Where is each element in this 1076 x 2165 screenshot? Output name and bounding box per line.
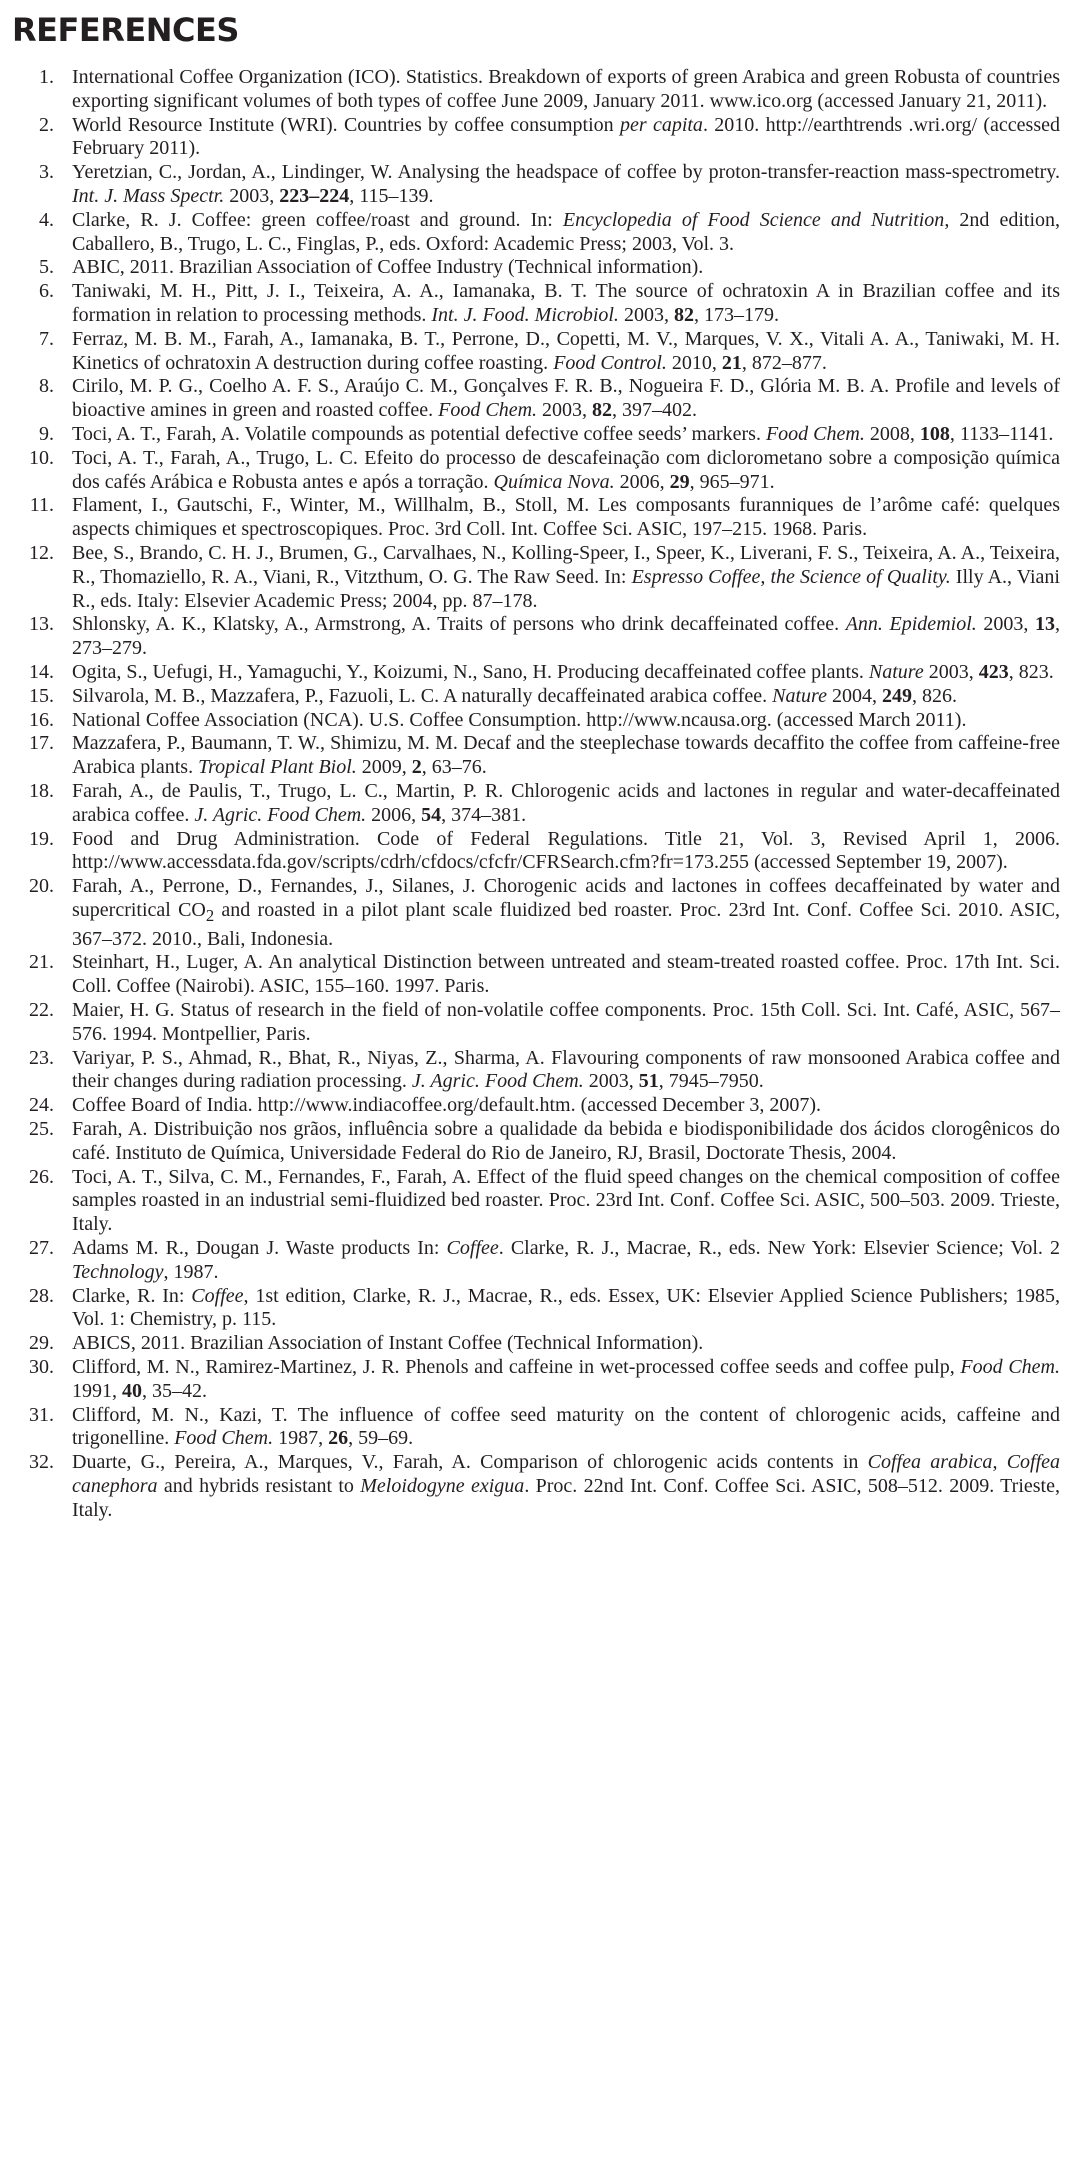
reference-text-part: Variyar, P. S., Ahmad, R., Bhat, R., Niyas, Z., Sharma, A. Flavouring components of raw monsooned Arabica coffee and their changes during radiation processing. (72, 1046, 1060, 1093)
reference-text-part: 29 (669, 470, 690, 493)
reference-text-part: , 374–381. (441, 803, 527, 826)
reference-text-part: 2009, (356, 756, 412, 779)
reference-text-part: Int. J. Mass Spectr. (72, 184, 225, 207)
reference-item (0, 1404, 1060, 1452)
reference-text-part: Cirilo, M. P. G., Coelho A. F. S., Araújo C. M., Gonçalves F. R. B., Nogueira F. D., Glória M. B. A. Profile and levels of bioactive amines in green and roasted coffee. (72, 375, 1060, 422)
reference-text-part: 1991, (72, 1379, 122, 1402)
reference-item (0, 375, 1060, 423)
reference-text (72, 494, 1060, 540)
reference-text-part: Nature (868, 660, 924, 683)
reference-text (72, 613, 1060, 659)
reference-text-part: , 826. (911, 684, 957, 707)
reference-text-part: Ogita, S., Uefugi, H., Yamaguchi, Y., Koizumi, N., Sano, H. Producing decaffeinated coffee plants. (72, 660, 869, 683)
reference-text-part: Duarte, G., Pereira, A., Marques, V., Farah, A. Comparison of chlorogenic acids contents in (72, 1451, 868, 1474)
reference-text (72, 256, 703, 278)
reference-item (0, 709, 1060, 733)
reference-text-part: Clifford, M. N., Kazi, T. The influence of coffee seed maturity on the content of chlorogenic acids, caffeine and trigonelline. (72, 1403, 1060, 1450)
reference-text (72, 423, 1053, 445)
reference-item (0, 161, 1060, 209)
reference-text-part: 26 (328, 1427, 349, 1450)
reference-text-part: 2 (205, 905, 215, 925)
reference-text-part: 82 (592, 399, 613, 422)
reference-text-part: . Clarke, R. J., Macrae, R., eds. New York: Elsevier Science; Vol. 2 (498, 1237, 1060, 1260)
reference-item (0, 1166, 1060, 1237)
reference-text-part: Clifford, M. N., Ramirez-Martinez, J. R. Phenols and caffeine in wet-processed coffee seeds and coffee pulp, (72, 1356, 961, 1379)
reference-text-part: 2003, (618, 303, 674, 326)
reference-text-part: , 7945–7950. (658, 1070, 764, 1093)
reference-item (0, 1094, 1060, 1118)
reference-text (72, 114, 1060, 160)
reference-number: 21. (29, 951, 54, 974)
reference-item (0, 423, 1060, 447)
reference-list (0, 66, 1060, 1523)
reference-text-part: 223–224 (279, 184, 350, 207)
reference-text-part: Food Chem. (765, 422, 865, 445)
reference-text-part: per capita (619, 113, 703, 136)
reference-number: 3. (39, 161, 54, 184)
reference-text-part: Farah, A. Distribuição nos grãos, influência sobre a qualidade da bebida e biodisponibilidade dos ácidos clorogênicos do café. Instituto de Química, Universidade Federal do Rio de Janeiro, RJ, Brasil, Doctorate Thesis, 2004. (72, 1118, 1060, 1164)
reference-item (0, 828, 1060, 876)
reference-text-part: Food Chem. (174, 1427, 274, 1450)
reference-text-part: , 1133–1141. (949, 422, 1054, 445)
reference-text (72, 1451, 1060, 1521)
reference-text-part: 2004, (826, 684, 882, 707)
reference-item (0, 280, 1060, 328)
reference-text-part: Toci, A. T., Farah, A. Volatile compounds as potential defective coffee seeds’ markers. (72, 422, 766, 445)
reference-item (0, 209, 1060, 257)
reference-text-part: , 35–42. (142, 1379, 207, 1402)
reference-text-part: 2003, (537, 399, 593, 422)
reference-text-part: , 823. (1008, 660, 1054, 683)
reference-text-part: , (992, 1451, 1007, 1474)
reference-item (0, 685, 1060, 709)
reference-number: 31. (29, 1403, 54, 1426)
reference-text-part: . 2010. http://earthtrends .wri.org/ (accessed February 2011). (72, 113, 1060, 160)
reference-number: 1. (39, 66, 54, 88)
reference-number: 14. (29, 660, 54, 683)
reference-number: 22. (29, 999, 54, 1022)
reference-number: 15. (29, 684, 54, 707)
reference-number: 12. (29, 541, 54, 564)
reference-text-part: J. Agric. Food Chem. (194, 803, 367, 826)
reference-text (72, 732, 1060, 778)
reference-text (72, 66, 1060, 112)
reference-text-part: , 59–69. (348, 1427, 414, 1450)
reference-text-part: 108 (919, 422, 950, 445)
reference-text-part: , 1st edition, Clarke, R. J., Macrae, R., eds. Essex, UK: Elsevier Applied Science Publishers; 1985, Vol. 1: Chemistry, p. 115. (72, 1284, 1060, 1331)
reference-text-part: 40 (122, 1379, 142, 1402)
reference-text-part: , 63–76. (421, 756, 487, 779)
reference-text-part: , 872–877. (741, 351, 827, 374)
reference-item (0, 1332, 1060, 1356)
reference-text-part: 2003, (976, 613, 1035, 636)
reference-text (72, 1094, 821, 1116)
reference-text-part: 2 (411, 756, 422, 779)
reference-text (72, 328, 1060, 374)
reference-number: 4. (39, 208, 54, 231)
reference-text-part: Int. J. Food. Microbiol. (431, 303, 619, 326)
reference-number: 25. (29, 1118, 54, 1141)
reference-text-part: World Resource Institute (WRI). Countries by coffee consumption (72, 113, 620, 136)
reference-text (72, 999, 1060, 1045)
reference-text-part: Meloidogyne exigua (360, 1475, 525, 1498)
reference-text-part: Illy A., Viani R., eds. Italy: Elsevier Academic Press; 2004, pp. 87–178. (72, 565, 1060, 612)
reference-text (72, 1404, 1060, 1450)
reference-text-part: 2003, (923, 660, 979, 683)
reference-text-part: Food Chem. (438, 399, 538, 422)
reference-item (0, 1118, 1060, 1166)
reference-text-part: Flament, I., Gautschi, F., Winter, M., Willhalm, B., Stoll, M. Les composants furanniques de l’arôme café: quelques aspects chimiques et spectroscopiques. Proc. 3rd Coll. Int. Coffee Sci. ASIC, 197–215. 1968. Paris. (72, 494, 1060, 541)
reference-text-part: 21 (721, 351, 742, 374)
reference-item (0, 613, 1060, 661)
reference-text-part: 2006, (614, 470, 670, 493)
reference-text-part: Ferraz, M. B. M., Farah, A., Iamanaka, B. T., Perrone, D., Copetti, M. V., Marques, V. X., Vitali A. A., Taniwaki, M. H. Kinetics of ochratoxin A destruction during coffee roasting. (72, 327, 1060, 374)
reference-item (0, 875, 1060, 951)
reference-text-part: Technology (72, 1260, 164, 1283)
reference-text-part: National Coffee Association (NCA). U.S. Coffee Consumption. http://www.ncausa.org. (accessed March 2011). (72, 708, 967, 731)
reference-text-part: Shlonsky, A. K., Klatsky, A., Armstrong, A. Traits of persons who drink decaffeinated coffee. (72, 613, 846, 636)
reference-number: 6. (39, 280, 54, 303)
reference-text-part: Coffee (191, 1284, 244, 1307)
reference-text-part: 2003, (583, 1070, 639, 1093)
reference-text (72, 161, 1060, 207)
reference-item (0, 780, 1060, 828)
reference-text-part: Espresso Coffee, the Science of Quality. (631, 565, 951, 588)
reference-item (0, 256, 1060, 280)
reference-text (72, 661, 1054, 683)
reference-text-part: 51 (638, 1070, 659, 1093)
reference-text-part: and hybrids resistant to (157, 1475, 361, 1498)
reference-item (0, 66, 1060, 114)
reference-number: 5. (39, 256, 54, 279)
reference-text-part: Farah, A., Perrone, D., Fernandes, J., Silanes, J. Chorogenic acids and lactones in coffees decaffeinated by water and supercritical CO (72, 875, 1060, 921)
reference-text-part: , 2nd edition, Caballero, B., Trugo, L. C., Finglas, P., eds. Oxford: Academic Press; 2003, Vol. 3. (72, 208, 1061, 255)
reference-text-part: 2008, (864, 422, 920, 445)
reference-number: 27. (29, 1237, 54, 1260)
reference-number: 20. (29, 875, 54, 898)
reference-text-part: 13 (1035, 613, 1055, 636)
reference-text-part: . Proc. 22nd Int. Conf. Coffee Sci. ASIC, 508–512. 2009. Trieste, Italy. (72, 1475, 1060, 1521)
reference-text-part: Nature (772, 684, 827, 707)
reference-text-part: , 173–179. (693, 303, 779, 326)
reference-number: 23. (29, 1046, 54, 1069)
reference-text-part: Yeretzian, C., Jordan, A., Lindinger, W. Analysing the headspace of coffee by proton-transfer-reaction mass-spectrometry. (72, 161, 1060, 184)
reference-text-part: 54 (421, 803, 442, 826)
reference-text (72, 1047, 1060, 1093)
reference-text (72, 1237, 1060, 1283)
reference-number: 17. (29, 732, 54, 755)
reference-text (72, 447, 1060, 493)
reference-text-part: Química Nova. (493, 470, 615, 493)
reference-text-part: , 273–279. (72, 613, 1060, 660)
reference-text-part: Coffee Board of India. http://www.indiacoffee.org/default.htm. (accessed December 3, 2007). (72, 1094, 822, 1117)
reference-number: 18. (29, 779, 54, 802)
reference-text-part: 249 (881, 684, 912, 707)
reference-text-part: Coffea arabica (867, 1451, 993, 1474)
reference-text (72, 1285, 1060, 1331)
reference-text-part: Adams M. R., Dougan J. Waste products In: (72, 1237, 447, 1260)
reference-text-part: Food Control. (553, 351, 667, 374)
reference-item (0, 447, 1060, 495)
reference-text-part: 2006, (366, 803, 422, 826)
reference-item (0, 732, 1060, 780)
reference-text-part: Tropical Plant Biol. (198, 756, 357, 779)
reference-text-part: Food Chem. (960, 1356, 1060, 1379)
reference-text-part: Farah, A., de Paulis, T., Trugo, L. C., Martin, P. R. Chlorogenic acids and lactones in regular and water-decaffeinated arabica coffee. (72, 779, 1060, 826)
reference-number: 30. (29, 1356, 54, 1379)
reference-text-part: Mazzafera, P., Baumann, T. W., Shimizu, M. M. Decaf and the steeplechase towards decaffito the coffee from caffeine-free Arabica plants. (72, 732, 1060, 779)
reference-item (0, 1047, 1060, 1095)
reference-text-part: Steinhart, H., Luger, A. An analytical Distinction between untreated and steam-treated roasted coffee. Proc. 17th Int. Sci. Coll. Coffee (Nairobi). ASIC, 155–160. 1997. Paris. (72, 951, 1060, 998)
reference-text-part: Toci, A. T., Farah, A., Trugo, L. C. Efeito do processo de descafeinação com diclorometano sobre a composição química dos cafés Arábica e Robusta antes e após a torração. (72, 446, 1060, 493)
reference-text-part: Food and Drug Administration. Code of Federal Regulations. Title 21, Vol. 3, Revised April 1, 2006. http://www.accessdata.fda.gov/scripts/cdrh/cfdocs/cfcfr/CFRSearch.cfm?fr=173.255 (accessed September 19, 2007). (72, 827, 1060, 874)
reference-number: 13. (29, 613, 54, 636)
reference-item (0, 542, 1060, 613)
reference-text-part: Toci, A. T., Silva, C. M., Fernandes, F., Farah, A. Effect of the fluid speed changes on the chemical composition of coffee samples roasted in an industrial semi-fluidized bed roaster. Proc. 23rd Int. Conf. Coffee Sci. ASIC, 500–503. 2009. Trieste, Italy. (72, 1165, 1060, 1236)
reference-text-part: Silvarola, M. B., Mazzafera, P., Fazuoli, L. C. A naturally decaffeinated arabica coffee. (72, 684, 773, 707)
reference-item (0, 661, 1060, 685)
reference-text (72, 375, 1060, 421)
reference-text-part: 1987, (273, 1427, 329, 1450)
reference-text (72, 951, 1060, 997)
reference-text-part: J. Agric. Food Chem. (411, 1070, 584, 1093)
reference-text-part: 2003, (224, 184, 280, 207)
reference-text-part: Ann. Epidemiol. (845, 613, 977, 636)
reference-number: 10. (29, 446, 54, 469)
reference-text-part: 2010, (666, 351, 722, 374)
reference-text (72, 685, 957, 707)
reference-item (0, 328, 1060, 376)
reference-number: 19. (29, 827, 54, 850)
reference-text-part: , 397–402. (612, 399, 698, 422)
reference-text (72, 280, 1060, 326)
reference-text (72, 542, 1060, 612)
reference-text-part: Encyclopedia of Food Science and Nutrition (562, 208, 945, 231)
reference-item (0, 1237, 1060, 1285)
reference-text-part: ABICS, 2011. Brazilian Association of Instant Coffee (Technical Information). (72, 1332, 704, 1355)
reference-number: 7. (39, 327, 54, 350)
reference-text-part: 423 (978, 660, 1009, 683)
reference-number: 29. (29, 1332, 54, 1355)
reference-text-part: Bee, S., Brando, C. H. J., Brumen, G., Carvalhaes, N., Kolling-Speer, I., Speer, K., Liverani, F. S., Teixeira, A. A., Teixeira, R., Thomaziello, R. A., Viani, R., Vitzthum, O. G. The Raw Seed. In: (72, 541, 1060, 588)
reference-text-part: Clarke, R. In: (72, 1284, 192, 1307)
reference-number: 9. (39, 422, 54, 445)
reference-number: 24. (29, 1094, 54, 1117)
reference-text (72, 875, 1060, 950)
reference-number: 2. (39, 113, 54, 136)
reference-number: 26. (29, 1165, 54, 1188)
reference-text (72, 1332, 703, 1354)
reference-item (0, 1451, 1060, 1522)
reference-text (72, 209, 1060, 255)
reference-text-part: International Coffee Organization (ICO). Statistics. Breakdown of exports of green Arabica and green Robusta of countries exporting significant volumes of both types of coffee June 2009, January 2011. www.ico.org (accessed January 21, 2011). (72, 66, 1060, 112)
reference-text (72, 1166, 1060, 1236)
reference-number: 16. (29, 708, 54, 731)
reference-item (0, 951, 1060, 999)
reference-text (72, 1118, 1060, 1164)
reference-text (72, 828, 1060, 874)
reference-number: 32. (29, 1451, 54, 1474)
reference-text-part: and roasted in a pilot plant scale fluidized bed roaster. Proc. 23rd Int. Conf. Coffee Sci. 2010. ASIC, 367–372. 2010., Bali, Indonesia. (72, 898, 1060, 950)
reference-item (0, 114, 1060, 162)
reference-text-part: , 115–139. (349, 184, 434, 207)
reference-number: 11. (29, 494, 54, 517)
reference-text-part: , 1987. (163, 1260, 219, 1283)
reference-text-part: Coffea canephora (72, 1451, 1061, 1498)
reference-text-part: Taniwaki, M. H., Pitt, J. I., Teixeira, A. A., Iamanaka, B. T. The source of ochratoxin A in Brazilian coffee and its formation in relation to processing methods. (72, 280, 1060, 326)
reference-text (72, 1356, 1060, 1402)
reference-text-part: 82 (673, 303, 694, 326)
reference-item (0, 1285, 1060, 1333)
reference-text (72, 709, 966, 731)
reference-text-part: Clarke, R. J. Coffee: green coffee/roast and ground. In: (72, 208, 563, 231)
reference-text-part: Maier, H. G. Status of research in the field of non-volatile coffee components. Proc. 15th Coll. Sci. Int. Café, ASIC, 567–576. 1994. Montpellier, Paris. (72, 999, 1060, 1045)
reference-number: 8. (39, 375, 54, 398)
reference-number: 28. (29, 1284, 54, 1307)
reference-text (72, 780, 1060, 826)
reference-text-part: , 965–971. (689, 470, 775, 493)
reference-item (0, 494, 1060, 542)
reference-item (0, 1356, 1060, 1404)
reference-text-part: ABIC, 2011. Brazilian Association of Coffee Industry (Technical information). (72, 256, 704, 279)
reference-text-part: Coffee (446, 1237, 499, 1260)
page-title: REFERENCES (12, 11, 239, 49)
reference-item (0, 999, 1060, 1047)
